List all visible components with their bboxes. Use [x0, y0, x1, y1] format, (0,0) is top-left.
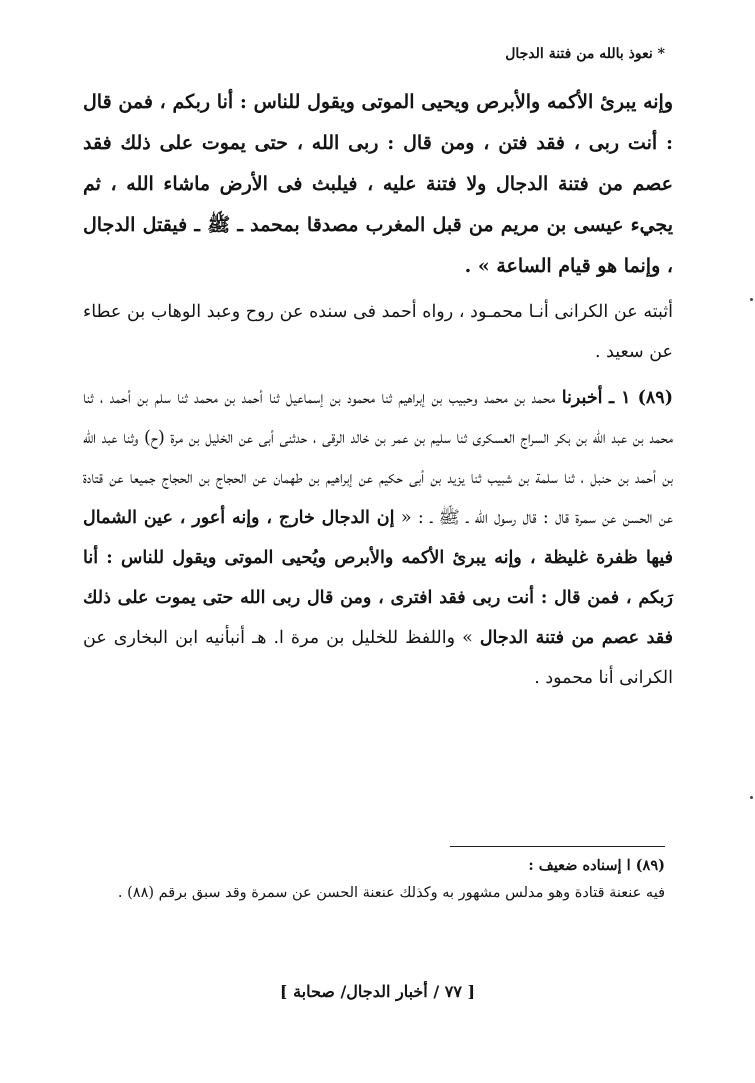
footnote-heading: (٨٩) ا إسناده ضعيف : — [528, 857, 665, 874]
page-footer: [ ٧٧ / أخبار الدجال/ صحابة ] — [279, 982, 476, 1001]
hadith-89-paragraph — [83, 378, 673, 698]
running-head: * نعوذ بالله من فتنة الدجال — [505, 46, 665, 62]
hadith-number: (٨٩) ١ ـ — [609, 388, 673, 408]
footnote-divider — [450, 846, 665, 847]
scan-edge-mark — [750, 298, 753, 301]
hadith-matn: إن الدجال خارج ، وإنه أعور ، عين الشمال فيها ظفرة غليظة ، وإنه يبرئ الأكمه والأبرص ويُحيى الموتى ويقول للناس : أنا رَبكم ، فمن قال : أنت ربى فقد افترى ، ومن قال ربى الله حتى يموت على ذلك فقد عصم من فتنة الدجال — [83, 508, 673, 648]
hadith-tail: » واللفظ للخليل بن مرة ا. هـ أنبأنيه ابن البخارى عن الكرانى أنا محمود . — [83, 628, 673, 688]
hadith-continuation: وإنه يبرئ الأكمه والأبرص ويحيى الموتى ويقول للناس : أنا ربكم ، فمن قال : أنت ربى ، فقد فتن ، ومن قال : ربى الله ، حتى يموت على ذلك فقد عصم من فتنة الدجال ولا فتنة عليه ، فيلبث فى الأرض ماشاء الله ، ثم يجيء عيسى بن مريم من قبل المغرب مصدقا بمحمد ـ ﷺ ـ فيقتل الدجال ، وإنما هو قيام الساعة » . — [83, 91, 673, 277]
scan-edge-mark — [750, 796, 753, 799]
isnad-chain: محمد بن محمد وحبيب بن إبراهيم ثنا محمود بن إسماعيل ثنا أحمد بن محمد ثنا سلم بن أحمد ، ثنا محمد بن عبد الله بن بكر السراج العسكرى ثنا سليم بن عمر بن خالد الرقى ، حدثنى أبى عن الخليل بن مرة (ح) وثنا عبد الله بن أحمد بن حنبل ، ثنا سلمة بن شبيب ثنا يزيد بن أبى حكيم عن إبراهيم بن طهمان عن الحجاج بن الحجاج جميعا عن قتادة عن الحسن عن سمرة قال : قال رسول الله ـ ﷺ ـ : « — [83, 388, 673, 528]
attribution-paragraph: أثبته عن الكرانى أنـا محمـود ، رواه أحمد فى سنده عن روح وعبد الوهاب بن عطاء عن سعيد . — [83, 302, 673, 362]
hadith-lead-word: أخبرنا — [561, 388, 603, 408]
footnote-body: فيه عنعنة قتادة وهو مدلس مشهور به وكذلك عنعنة الحسن عن سمرة وقد سبق برقم (٨٨) . — [117, 885, 665, 901]
